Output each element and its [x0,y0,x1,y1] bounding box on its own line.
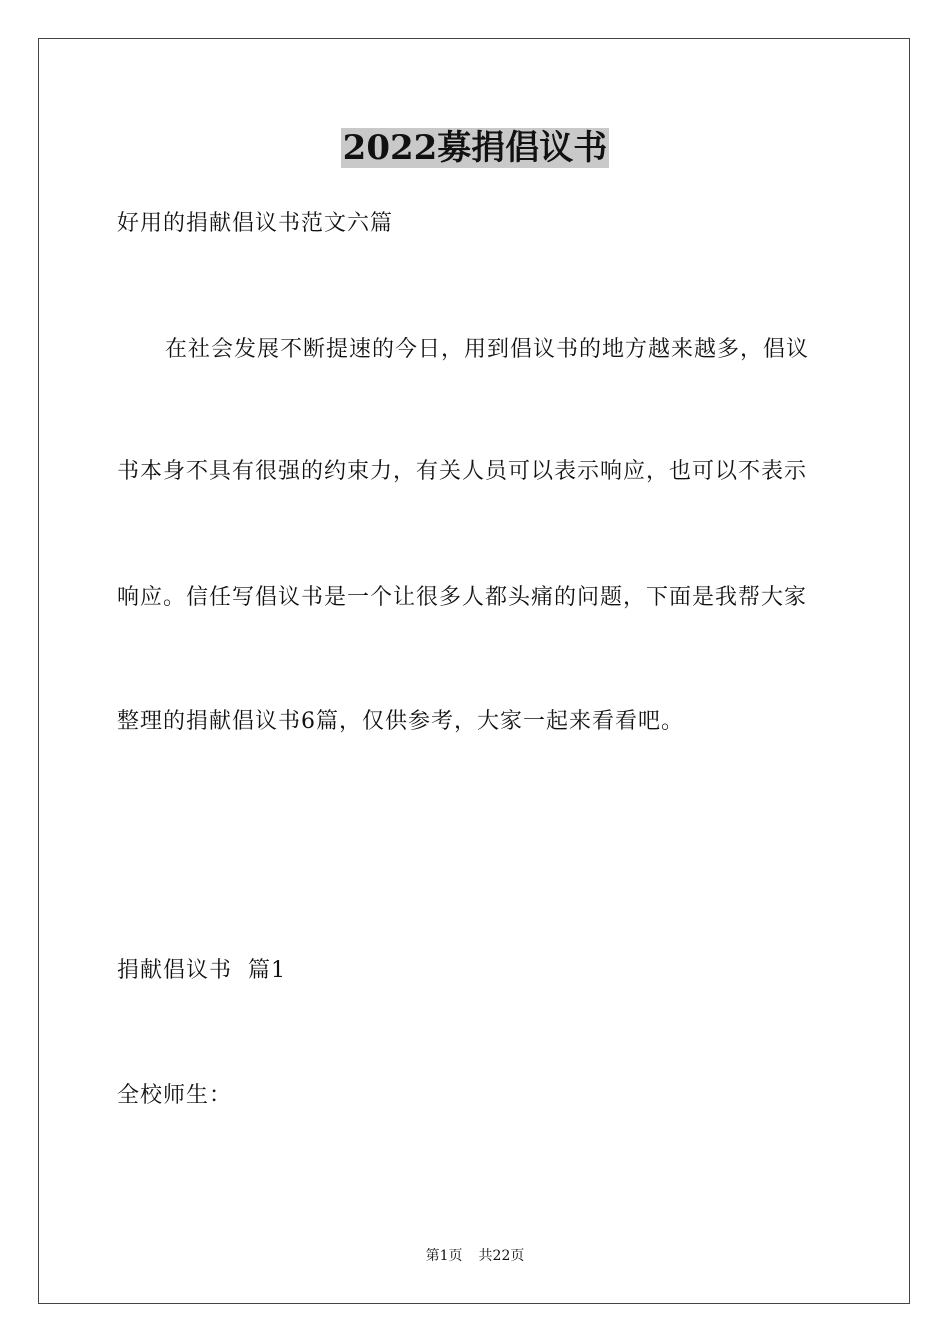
page-total: 共22页 [478,1248,525,1264]
paragraph-line-4: 整理的捐献倡议书6篇，仅供参考，大家一起来看看吧。 [117,709,684,734]
salutation: 全校师生： [117,1083,233,1108]
paragraph-line-2: 书本身不具有很强的约束力，有关人员可以表示响应，也可以不表示 [117,459,808,484]
paragraph-line-1: 在社会发展不断提速的今日，用到倡议书的地方越来越多，倡议 [165,337,810,362]
page-number: 第1页 [425,1248,463,1264]
document-title: 2022募捐倡议书 [342,128,608,168]
paragraph-line-3: 响应。信任写倡议书是一个让很多人都头痛的问题，下面是我帮大家 [117,585,808,610]
section-heading: 捐献倡议书 篇1 [117,958,286,983]
document-subtitle: 好用的捐献倡议书范文六篇 [117,211,394,236]
title-container [0,128,950,168]
page-footer [0,1246,950,1266]
